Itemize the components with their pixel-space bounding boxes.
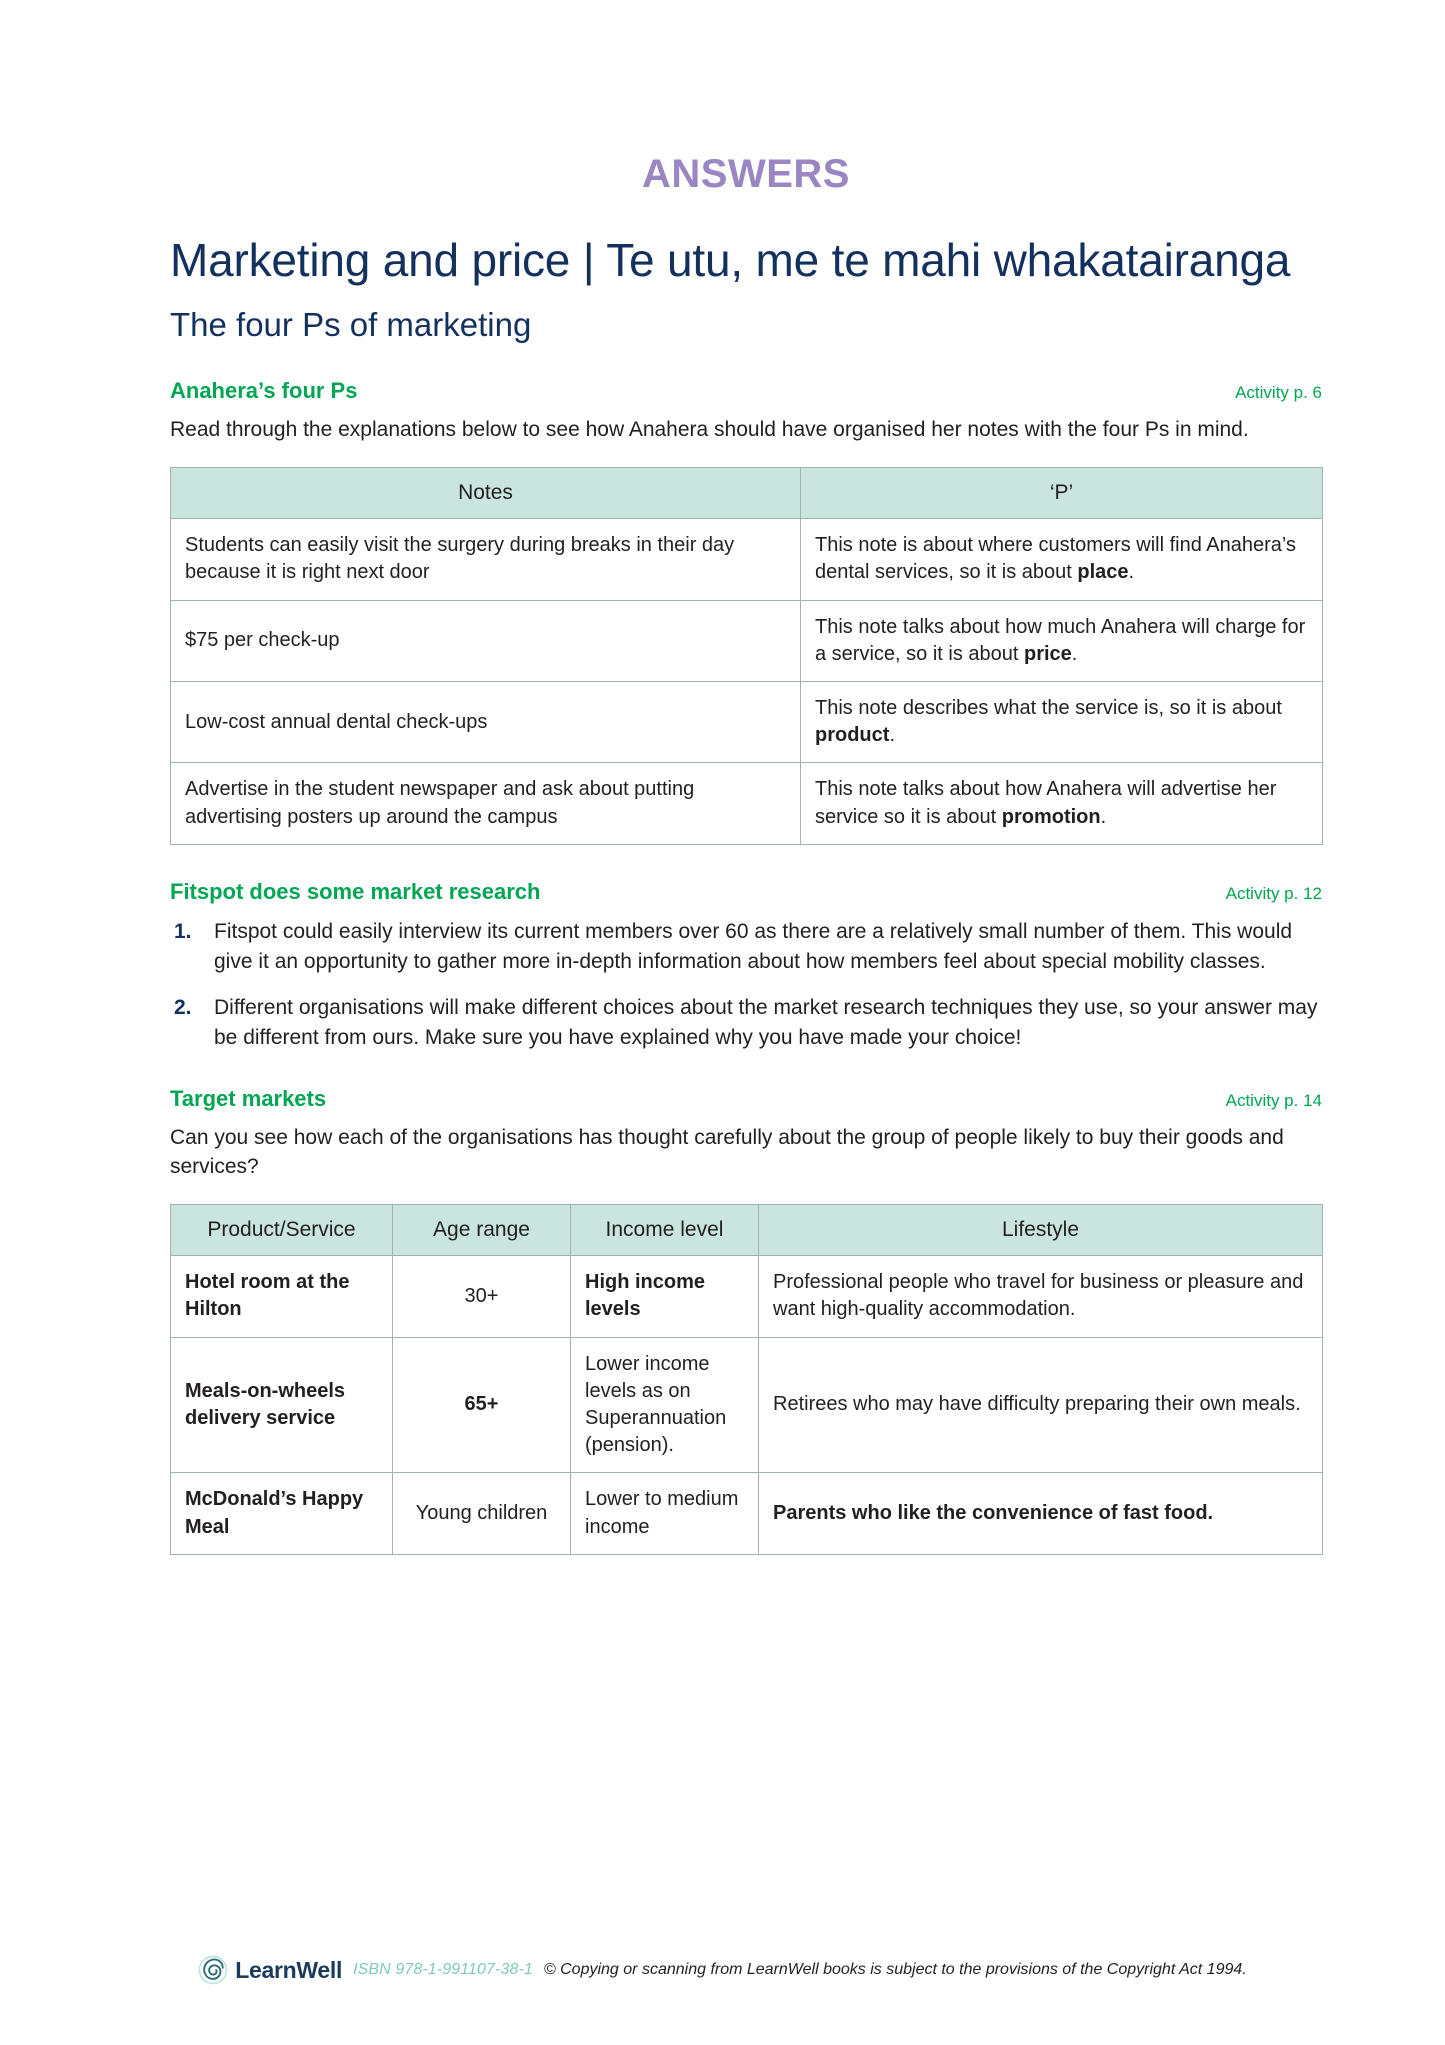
column-header-lifestyle: Lifestyle	[759, 1204, 1323, 1256]
cell-product-service: McDonald’s Happy Meal	[171, 1473, 393, 1554]
table-row	[171, 600, 1323, 681]
cell-income-level: Lower income levels as on Superannuation (pension).	[571, 1337, 759, 1473]
p-keyword: place	[1077, 561, 1129, 584]
p-text-suffix: .	[889, 724, 895, 747]
column-header-product-service: Product/Service	[171, 1204, 393, 1256]
cell-p-explanation	[801, 682, 1323, 763]
cell-notes: Students can easily visit the surgery during breaks in their day because it is right next door	[171, 519, 801, 600]
cell-lifestyle: Parents who like the convenience of fast food.	[759, 1473, 1323, 1554]
p-text-suffix: .	[1100, 805, 1107, 828]
footer-copyright: © Copying or scanning from LearnWell books is subject to the provisions of the Copyright Act 1994.	[543, 1961, 1247, 1978]
activity-reference-anahera: Activity p. 6	[1235, 383, 1322, 403]
p-text-prefix: This note is about where customers will find Anahera’s dental services, so it is about	[815, 534, 1296, 584]
section-title-fitspot: Fitspot does some market research	[170, 878, 541, 904]
cell-age-range: 65+	[393, 1337, 571, 1473]
cell-p-explanation	[801, 763, 1323, 844]
learnwell-logo-text: LearnWell	[235, 1956, 343, 1983]
koru-spiral-icon	[198, 1955, 228, 1985]
page-title: Marketing and price | Te utu, me te mahi whakatairanga	[170, 234, 1291, 286]
cell-lifestyle: Professional people who travel for business or pleasure and want high-quality accommodation.	[759, 1256, 1323, 1337]
table-row	[171, 1256, 1323, 1337]
section-title-target-markets: Target markets	[170, 1086, 327, 1112]
section-intro-target-markets: Can you see how each of the organisations has thought carefully about the group of people likely to buy their goods and services?	[170, 1125, 1284, 1178]
cell-age-range: Young children	[393, 1473, 571, 1554]
activity-reference-fitspot: Activity p. 12	[1225, 883, 1322, 903]
list-item-number: 1.	[174, 920, 192, 944]
list-item-number: 2.	[174, 995, 192, 1019]
table-header-row	[171, 1204, 1323, 1256]
column-header-p: ‘P’	[801, 467, 1323, 519]
cell-notes: Low-cost annual dental check-ups	[171, 682, 801, 763]
cell-notes: Advertise in the student newspaper and ask about putting advertising posters up around the campus	[171, 763, 801, 844]
market-research-answer-list	[170, 917, 1322, 1052]
table-row	[171, 763, 1323, 844]
cell-age-range: 30+	[393, 1256, 571, 1337]
table-four-ps	[170, 467, 1323, 845]
p-keyword: price	[1023, 642, 1072, 665]
cell-income-level: Lower to medium income	[571, 1473, 759, 1554]
table-header-row	[171, 467, 1323, 519]
activity-reference-target-markets: Activity p. 14	[1225, 1091, 1322, 1111]
answers-banner: ANSWERS	[642, 152, 850, 196]
list-item	[170, 993, 1322, 1053]
section-header-fitspot	[170, 879, 1322, 905]
table-target-markets	[170, 1204, 1323, 1555]
cell-product-service: Meals-on-wheels delivery service	[171, 1337, 393, 1473]
p-text-prefix: This note talks about how much Anahera will charge for a service, so it is about	[815, 615, 1306, 665]
cell-income-level: High income levels	[571, 1256, 759, 1337]
document-content	[170, 0, 1322, 1555]
section-header-target-markets	[170, 1086, 1322, 1112]
table-row	[171, 682, 1323, 763]
column-header-income-level: Income level	[571, 1204, 759, 1256]
p-text-prefix: This note describes what the service is, so it is about	[815, 697, 1282, 720]
p-text-prefix: This note talks about how Anahera will advertise her service so it is about	[815, 778, 1277, 828]
cell-lifestyle: Retirees who may have difficulty preparing their own meals.	[759, 1337, 1323, 1473]
table-row	[171, 519, 1323, 600]
table-row	[171, 1473, 1323, 1554]
section-header-anahera	[170, 378, 1322, 404]
learnwell-logo	[198, 1955, 342, 1985]
cell-notes: $75 per check-up	[171, 600, 801, 681]
section-intro-anahera: Read through the explanations below to see how Anahera should have organised her notes with the four Ps in mind.	[170, 417, 1249, 441]
cell-p-explanation	[801, 519, 1323, 600]
p-keyword: promotion	[1001, 805, 1101, 828]
cell-p-explanation	[801, 600, 1323, 681]
p-text-suffix: .	[1128, 561, 1135, 584]
column-header-age-range: Age range	[393, 1204, 571, 1256]
cell-product-service: Hotel room at the Hilton	[171, 1256, 393, 1337]
section-title-anahera: Anahera’s four Ps	[170, 378, 358, 404]
column-header-notes: Notes	[171, 467, 801, 519]
footer-isbn: ISBN 978-1-991107-38-1	[353, 1961, 533, 1978]
page-footer	[0, 1955, 1445, 1985]
page-subtitle: The four Ps of marketing	[170, 306, 532, 344]
table-row	[171, 1337, 1323, 1473]
p-text-suffix: .	[1071, 642, 1078, 665]
list-item	[170, 917, 1322, 977]
list-item-text: Different organisations will make different choices about the market research techniques they use, so your answer may be different from ours. Make sure you have explained why you have made your choice!	[214, 995, 1318, 1049]
p-keyword: product	[815, 724, 890, 747]
list-item-text: Fitspot could easily interview its current members over 60 as there are a relatively small number of them. This would give it an opportunity to gather more in-depth information about how members feel about special mobility classes.	[214, 920, 1293, 973]
